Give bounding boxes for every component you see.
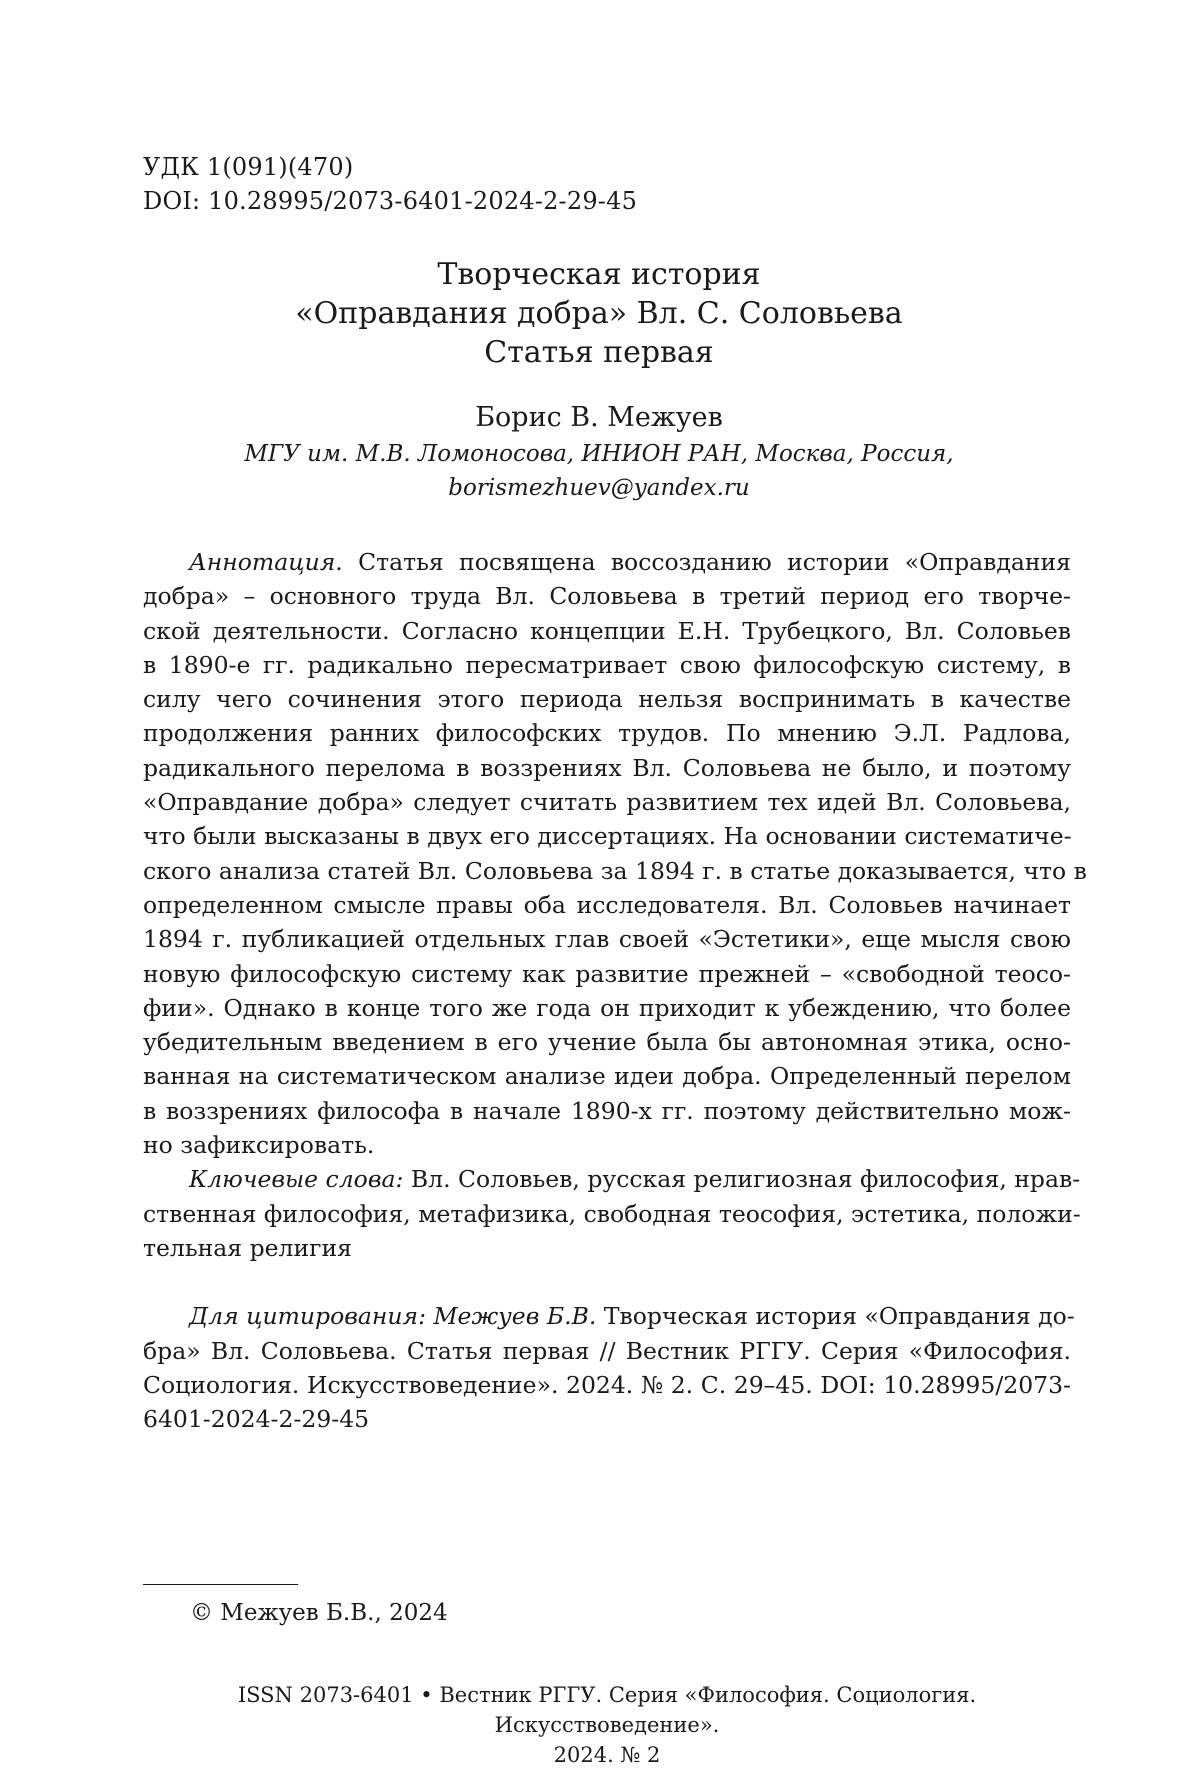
- article-metadata: [143, 150, 637, 218]
- title-line-1: Творческая история: [143, 255, 1055, 294]
- abstract-line: ской деятельности. Согласно концепции Е.Н. Трубецкого, Вл. Соловьев: [143, 614, 1071, 648]
- abstract-line: ванная на систематическом анализе идеи добра. Определенный перелом: [143, 1059, 1071, 1093]
- abstract-line: в воззрениях философа в начале 1890-х гг. поэтому действительно мож-: [143, 1094, 1071, 1128]
- abstract-line: 1894 г. публикацией отдельных глав своей «Эстетики», еще мысля свою: [143, 922, 1071, 956]
- title-line-3: Статья первая: [143, 333, 1055, 372]
- keywords-line: ственная философия, метафизика, свободная теософия, эстетика, положи-: [143, 1197, 1071, 1231]
- journal-footer-line-1: ISSN 2073-6401 • Вестник РГГУ. Серия «Философия. Социология. Искусствоведение».: [143, 1680, 1071, 1740]
- abstract-line: убедительным введением в его учение была бы автономная этика, осно-: [143, 1025, 1071, 1059]
- udc-code: УДК 1(091)(470): [143, 150, 637, 184]
- title-line-2: «Оправдания добра» Вл. С. Соловьева: [143, 294, 1055, 333]
- journal-footer: [143, 1680, 1071, 1770]
- citation-line: Для цитирования: Межуев Б.В. Творческая история «Оправдания до-: [143, 1299, 1071, 1333]
- abstract-line: в 1890-е гг. радикально пересматривает свою философскую систему, в: [143, 648, 1071, 682]
- abstract-line: новую философскую систему как развитие прежней – «свободной теосо-: [143, 957, 1071, 991]
- author-affiliation-block: [143, 437, 1055, 505]
- keywords-label: Ключевые слова:: [189, 1165, 403, 1193]
- abstract-line: «Оправдание добра» следует считать развитием тех идей Вл. Соловьева,: [143, 785, 1071, 819]
- abstract-line: что были высказаны в двух его диссертациях. На основании систематиче-: [143, 819, 1071, 853]
- abstract-line: продолжения ранних философских трудов. По мнению Э.Л. Радлова,: [143, 716, 1071, 750]
- abstract-line: но зафиксировать.: [143, 1128, 1071, 1162]
- citation-line: бра» Вл. Соловьева. Статья первая // Вестник РГГУ. Серия «Философия.: [143, 1334, 1071, 1368]
- abstract-paragraph: [143, 545, 1071, 1162]
- journal-footer-line-2: 2024. № 2: [143, 1740, 1071, 1770]
- footnote-divider: [143, 1584, 298, 1585]
- abstract-line: определенном смысле правы оба исследователя. Вл. Соловьев начинает: [143, 888, 1071, 922]
- citation-paragraph: [143, 1299, 1071, 1436]
- citation-line: Социология. Искусствоведение». 2024. № 2. С. 29–45. DOI: 10.28995/2073-: [143, 1368, 1071, 1402]
- abstract-line: силу чего сочинения этого периода нельзя воспринимать в качестве: [143, 682, 1071, 716]
- author-name: Борис В. Межуев: [143, 400, 1055, 436]
- abstract-line: ского анализа статей Вл. Соловьева за 1894 г. в статье доказывается, что в: [143, 854, 1071, 888]
- article-page: [0, 0, 1200, 1780]
- abstract-section: [143, 545, 1071, 1436]
- abstract-label: Аннотация.: [189, 548, 343, 576]
- abstract-line: добра» – основного труда Вл. Соловьева в третий период его творче-: [143, 579, 1071, 613]
- citation-line: 6401-2024-2-29-45: [143, 1402, 1071, 1436]
- author-affiliation: МГУ им. М.В. Ломоносова, ИНИОН РАН, Москва, Россия,: [143, 437, 1055, 471]
- section-spacer: [143, 1265, 1071, 1299]
- article-title: [143, 255, 1055, 372]
- keywords-paragraph: [143, 1162, 1071, 1265]
- copyright-note: © Межуев Б.В., 2024: [190, 1598, 448, 1628]
- abstract-line: радикального перелома в воззрениях Вл. Соловьева не было, и поэтому: [143, 751, 1071, 785]
- author-email: borismezhuev@yandex.ru: [143, 471, 1055, 505]
- doi: DOI: 10.28995/2073-6401-2024-2-29-45: [143, 184, 637, 218]
- abstract-line: Аннотация. Статья посвящена воссозданию истории «Оправдания: [143, 545, 1071, 579]
- keywords-line: тельная религия: [143, 1231, 1071, 1265]
- abstract-line: фии». Однако в конце того же года он приходит к убеждению, что более: [143, 991, 1071, 1025]
- keywords-line: Ключевые слова: Вл. Соловьев, русская религиозная философия, нрав-: [143, 1162, 1071, 1196]
- citation-label: Для цитирования: Межуев Б.В.: [189, 1302, 596, 1330]
